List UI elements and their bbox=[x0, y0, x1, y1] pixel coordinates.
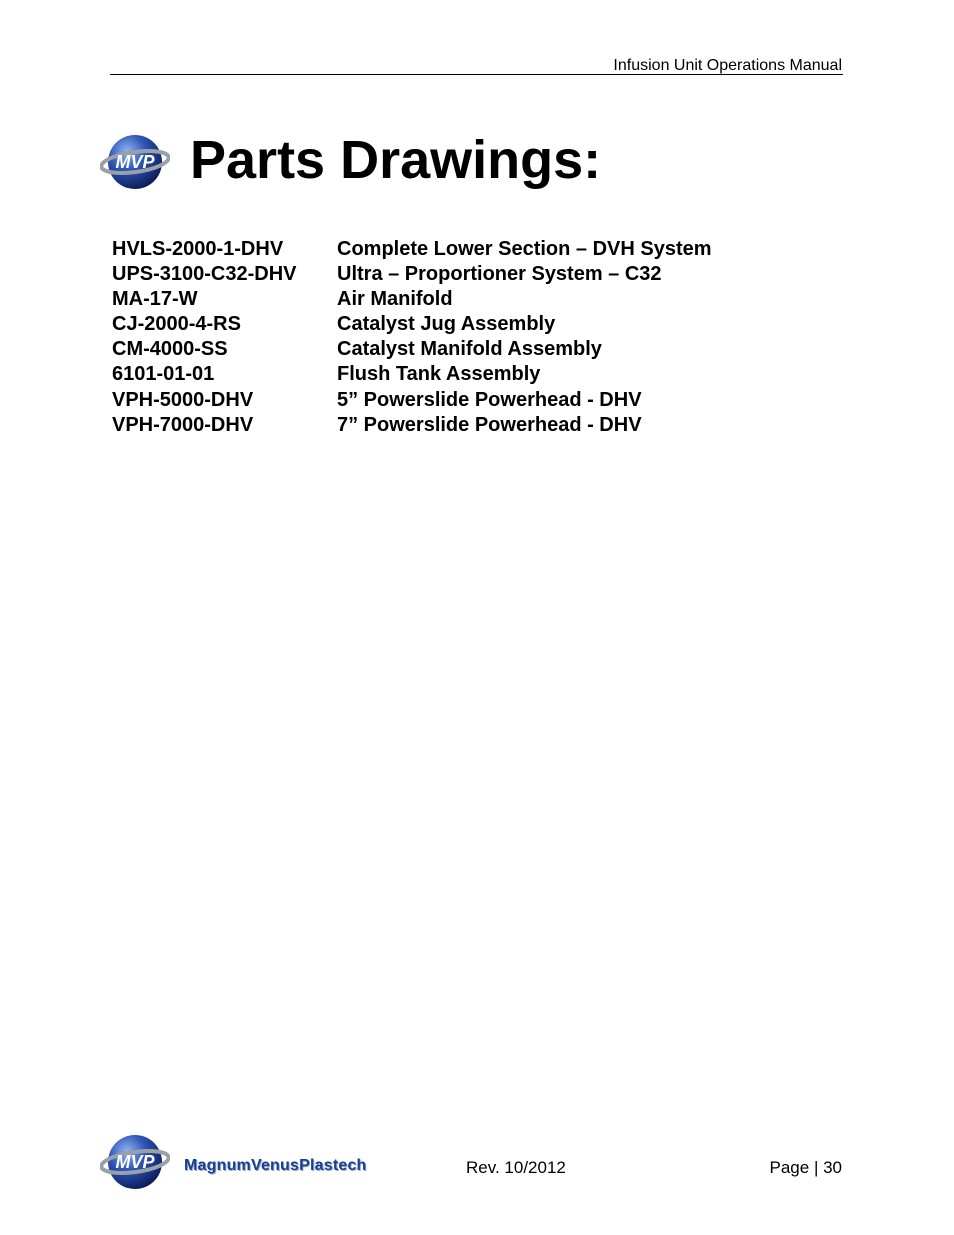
part-row bbox=[112, 237, 712, 262]
page-title: Parts Drawings: bbox=[190, 130, 602, 190]
part-row bbox=[112, 413, 712, 438]
part-description: 5” Powerslide Powerhead - DHV bbox=[337, 388, 642, 411]
part-description: 7” Powerslide Powerhead - DHV bbox=[337, 413, 642, 436]
part-row bbox=[112, 262, 712, 287]
part-number: HVLS-2000-1-DHV bbox=[112, 238, 284, 260]
part-number: MA-17-W bbox=[112, 288, 198, 311]
part-number: VPH-7000-DHV bbox=[112, 413, 254, 436]
part-row bbox=[112, 287, 712, 312]
parts-list bbox=[112, 237, 712, 438]
part-description: Ultra – Proportioner System – C32 bbox=[337, 263, 662, 286]
footer-logo-text: MVP bbox=[115, 1152, 155, 1172]
part-number: CJ-2000-4-RS bbox=[112, 313, 241, 336]
part-row bbox=[112, 362, 712, 387]
part-description: Air Manifold bbox=[337, 288, 453, 311]
part-row bbox=[112, 388, 712, 413]
part-description: Flush Tank Assembly bbox=[337, 363, 541, 386]
footer-revision: Rev. 10/2012 bbox=[466, 1158, 566, 1177]
brand-name: MagnumVenusPlastech bbox=[184, 1157, 367, 1174]
part-row bbox=[112, 312, 712, 337]
part-number: CM-4000-SS bbox=[112, 338, 228, 361]
logo-text: MVP bbox=[115, 152, 155, 172]
footer-page-number: Page | 30 bbox=[769, 1158, 842, 1177]
part-description: Complete Lower Section – DVH System bbox=[337, 238, 712, 260]
part-number: UPS-3100-C32-DHV bbox=[112, 263, 297, 286]
header-rule bbox=[110, 74, 843, 75]
part-number: VPH-5000-DHV bbox=[112, 388, 254, 411]
header-title: Infusion Unit Operations Manual bbox=[613, 57, 842, 74]
part-description: Catalyst Jug Assembly bbox=[337, 313, 556, 336]
footer-mvp-logo-icon bbox=[100, 1132, 170, 1192]
part-number: 6101-01-01 bbox=[112, 363, 215, 386]
part-description: Catalyst Manifold Assembly bbox=[337, 338, 602, 361]
part-row bbox=[112, 337, 712, 362]
mvp-logo-icon bbox=[100, 132, 170, 192]
